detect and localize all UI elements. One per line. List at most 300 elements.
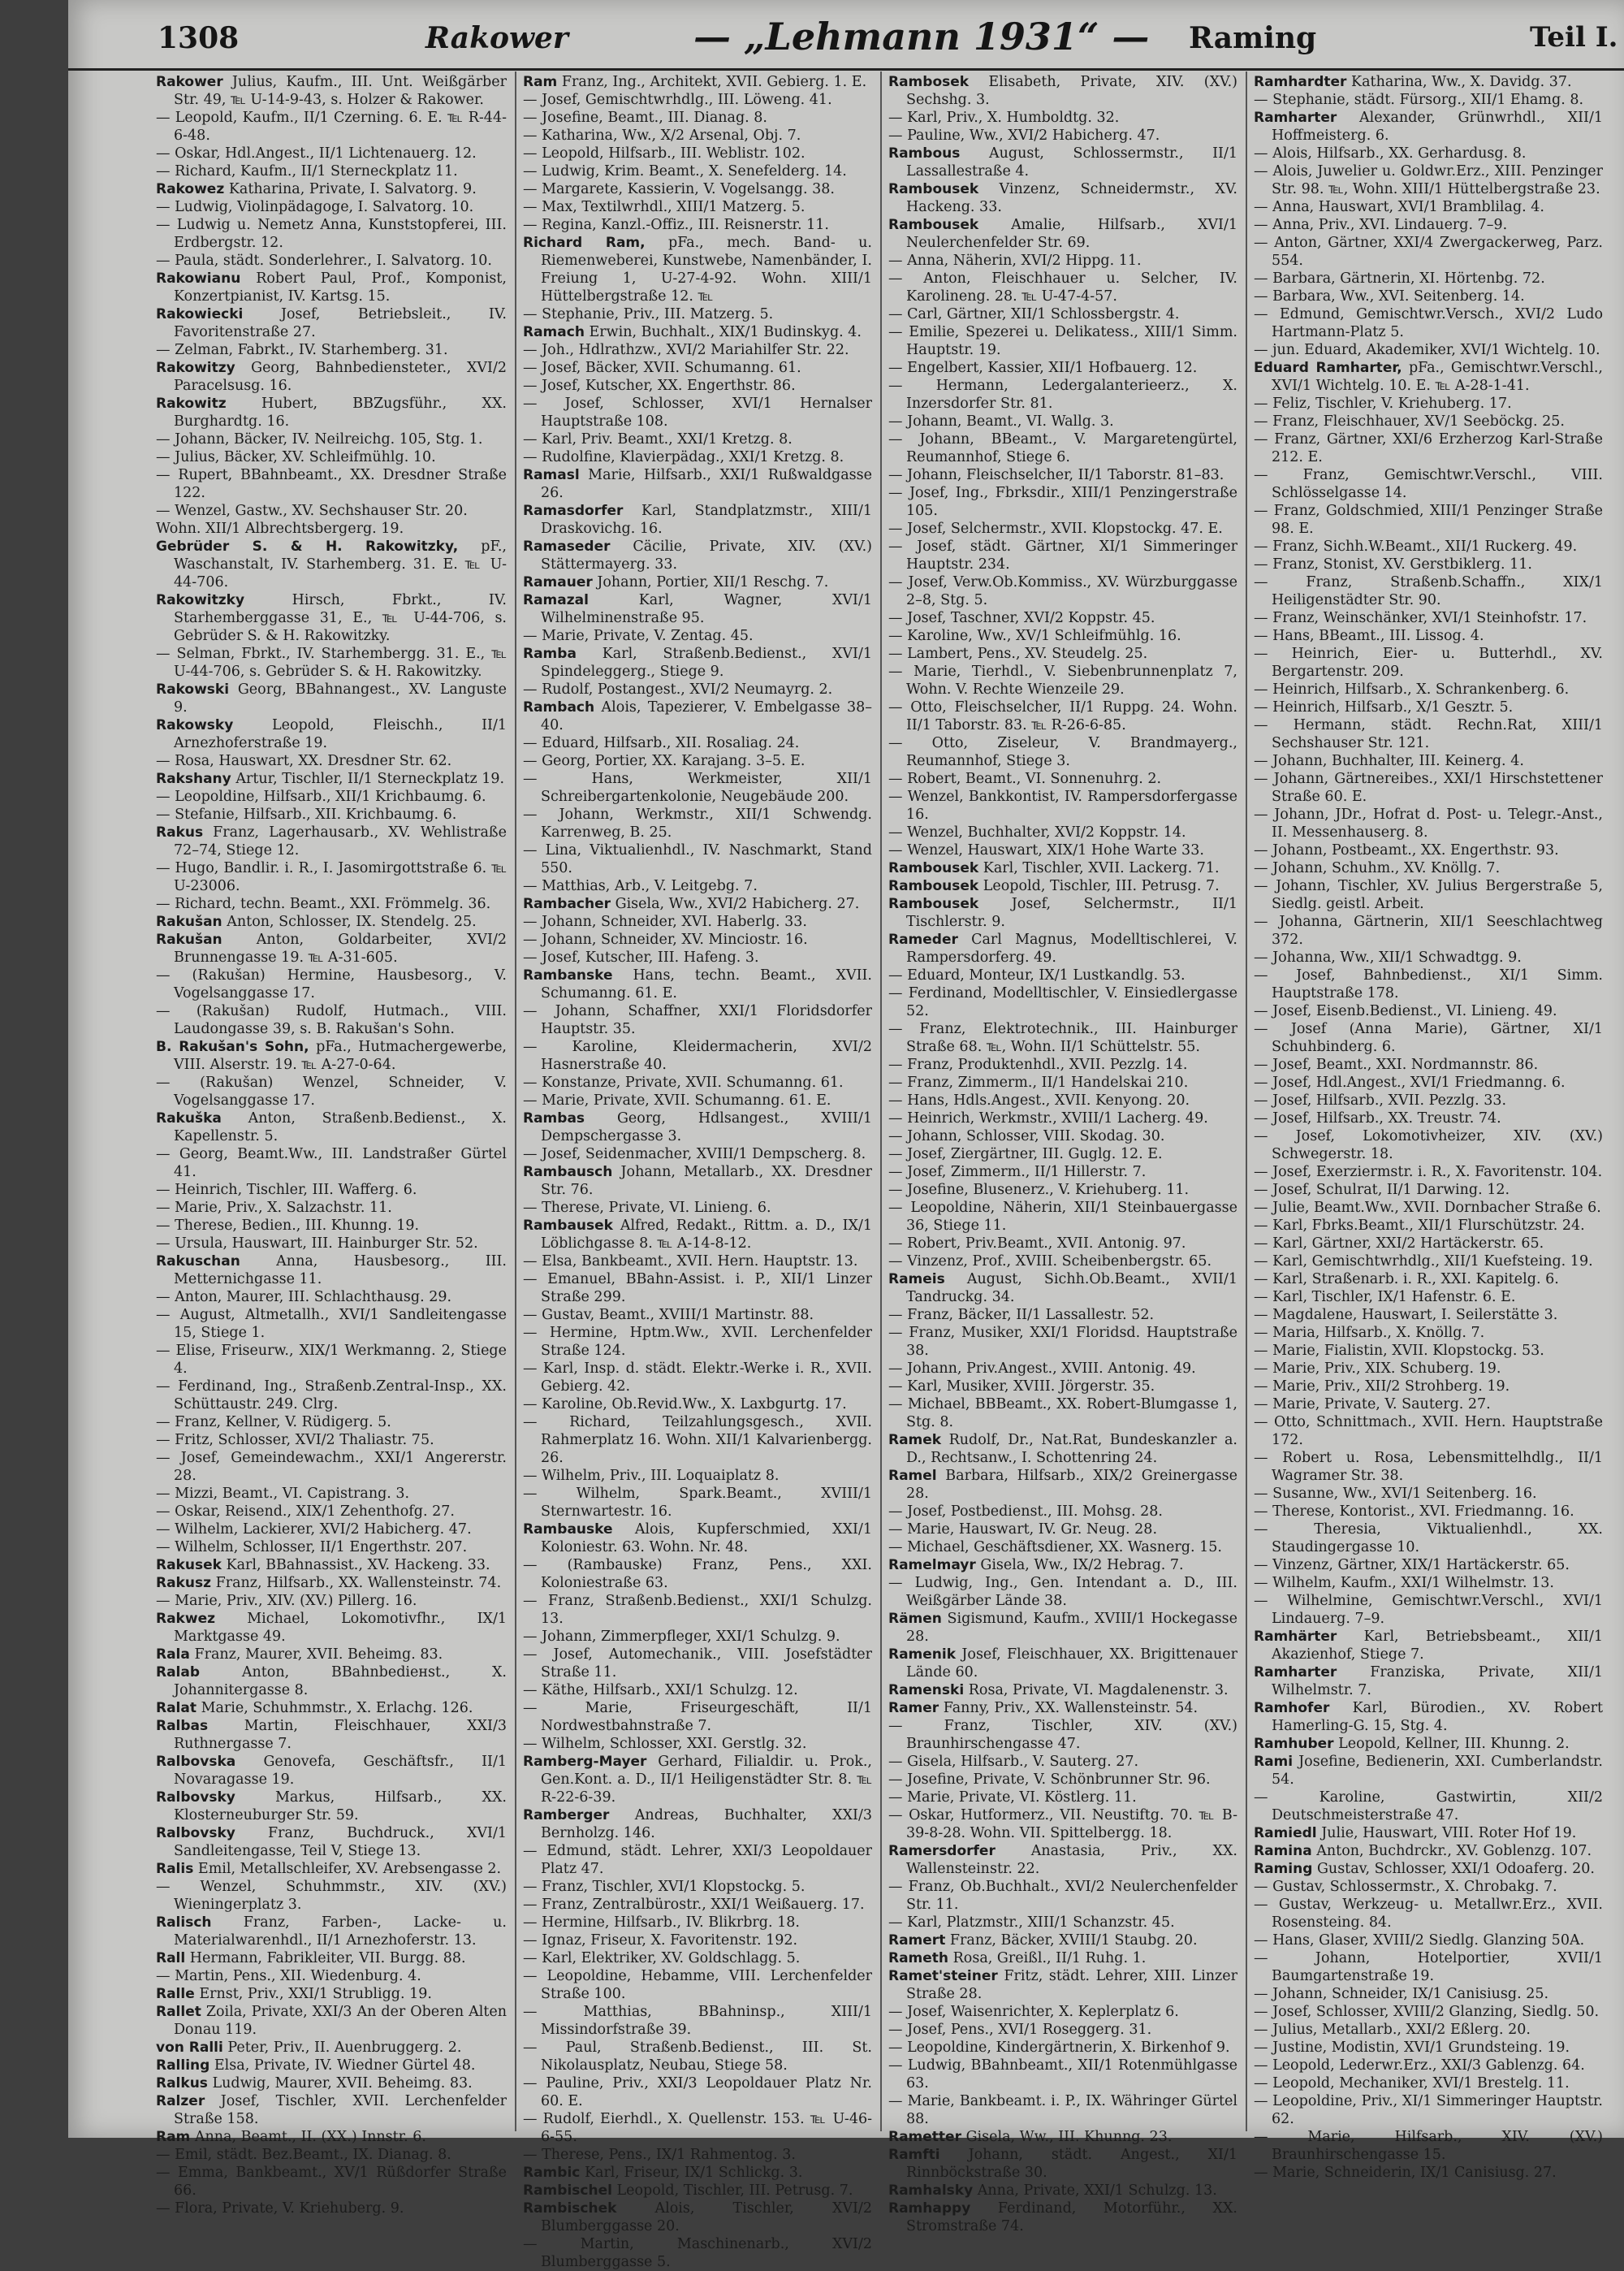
entry-details: — Matthias, BBahninsp., XIII/1 Missindorfstraße 39.: [523, 2004, 872, 2038]
entry-details: — Franz, Musiker, XXI/1 Floridsd. Hauptstraße 38.: [888, 1325, 1237, 1359]
directory-entry: [888, 484, 1237, 520]
directory-entry: [523, 627, 872, 645]
entry-details: Josef, Selchermstr., II/1 Tischlerstr. 9.: [906, 896, 1237, 930]
directory-entry: [523, 1467, 872, 1485]
directory-entry: [1254, 1824, 1603, 1842]
directory-entry: [156, 252, 507, 270]
entry-details: — Marie, Priv., XIV. (XV.) Pillerg. 16.: [156, 1593, 417, 1609]
directory-entry: [156, 538, 507, 591]
entry-details: Karl, Straßenb.Bedienst., XVI/1 Spindeleggerg., Stiege 9.: [541, 646, 872, 680]
entry-details: — Heinrich, Hilfsarb., X. Schrankenberg. 6.: [1254, 681, 1570, 698]
directory-entry: [888, 1914, 1237, 1931]
directory-entry: [523, 2039, 872, 2074]
directory-entry: [156, 305, 507, 341]
entry-details: — Vinzenz, Gärtner, XIX/1 Hartäckerstr. 65.: [1254, 1557, 1570, 1573]
entry-details: — Elise, Friseurw., XIX/1 Werkmanng. 2, Stiege 4.: [156, 1343, 507, 1377]
directory-entry: [1254, 2074, 1603, 2092]
directory-entry: [888, 645, 1237, 663]
entry-details: — Therese, Kontorist., XVI. Friedmanng. 16.: [1254, 1503, 1574, 1520]
entry-details: — Ludwig, Krim. Beamt., X. Senefelderg. 14.: [523, 163, 847, 180]
entry-details: — Franz, Stonist, XV. Gerstbiklerg. 11.: [1254, 556, 1532, 573]
directory-entry: [523, 430, 872, 448]
directory-entry: [156, 1789, 507, 1824]
entry-details: — Theresia, Viktualienhdl., XX. Staudingergasse 10.: [1254, 1521, 1603, 1555]
entry-details: — Josef, Ing., Fbrksdir., XIII/1 Penzingerstraße 105.: [888, 485, 1237, 519]
entry-details: — Karoline, Gastwirtin, XII/2 Deutschmeisterstraße 47.: [1254, 1789, 1603, 1823]
entry-details: — Stephanie, städt. Fürsorg., XII/1 Ehamg. 8.: [1254, 92, 1584, 108]
directory-entry: [523, 1753, 872, 1806]
header-first-entry: Rakower: [425, 21, 568, 55]
entry-details: — Otto, Ziseleur, V. Brandmayerg., Reumannhof, Stiege 3.: [888, 735, 1237, 769]
entry-details: — Franz, Gemischtwr.Verschl., VIII. Schlösselgasse 14.: [1254, 467, 1603, 501]
directory-entry: [156, 1503, 507, 1520]
directory-entry: [1254, 949, 1603, 967]
entry-details: — Marie, Private, V. Sauterg. 27.: [1254, 1396, 1491, 1412]
entry-details: — Josef, Beamt., XXI. Nordmannstr. 86.: [1254, 1057, 1539, 1073]
entry-details: Gisela, Ww., IX/2 Hebrag. 7.: [980, 1557, 1184, 1573]
entry-details: Katharina, Private, I. Salvatorg. 9.: [228, 181, 477, 197]
directory-entry: [523, 1413, 872, 1467]
directory-entry: [523, 448, 872, 466]
page-header: [68, 11, 1624, 71]
directory-entry: [888, 1324, 1237, 1360]
directory-entry: [888, 1395, 1237, 1431]
directory-entry: [523, 913, 872, 931]
directory-entry: [1254, 967, 1603, 1002]
directory-entry: [156, 770, 507, 788]
entry-surname: Rämen: [888, 1611, 942, 1627]
entry-details: — Anna, Näherin, XVI/2 Hippg. 11.: [888, 253, 1142, 269]
entry-surname: Rameth: [888, 1950, 949, 1966]
directory-entry: [523, 1163, 872, 1199]
entry-details: — Wilhelm, Spark.Beamt., XVIII/1 Sternwartestr. 16.: [523, 1486, 872, 1520]
directory-entry: [888, 216, 1237, 252]
entry-details: — Josef, Ziergärtner, III. Guglg. 12. E.: [888, 1146, 1163, 1162]
directory-entry: [1254, 145, 1603, 162]
directory-entry: [888, 413, 1237, 430]
directory-entry: [156, 806, 507, 824]
directory-entry: [1254, 1306, 1603, 1324]
directory-entry: [888, 2092, 1237, 2128]
directory-entry: [1254, 1931, 1603, 1949]
entry-surname: Rala: [156, 1646, 190, 1663]
entry-details: — Carl, Gärtner, XII/1 Schlossbergstr. 4.: [888, 306, 1180, 322]
directory-entry: [156, 716, 507, 752]
entry-surname: Ralab: [156, 1664, 201, 1681]
directory-entry: [1254, 1378, 1603, 1395]
entry-details: Zoila, Private, XXI/3 An der Oberen Alten Donau 119.: [174, 2004, 507, 2038]
directory-entry: [523, 2200, 872, 2235]
entry-details: — Gustav, Beamt., XVIII/1 Martinstr. 88.: [523, 1307, 814, 1323]
directory-entry: [1254, 1324, 1603, 1342]
entry-details: — Franz, Produktenhdl., XVII. Pezzlg. 14.: [888, 1057, 1188, 1073]
entry-details: — Josef, Schulrat, II/1 Darwing. 12.: [1254, 1182, 1510, 1198]
entry-details: — Karl, Gärtner, XXI/2 Hartäckerstr. 65.: [1254, 1235, 1544, 1252]
directory-entry: [523, 91, 872, 109]
entry-details: — Marie, Private, V. Zentag. 45.: [523, 628, 754, 644]
directory-entry: [156, 591, 507, 645]
entry-details: — Franz, Kellner, V. Rüdigerg. 5.: [156, 1414, 391, 1430]
directory-entry: [888, 1163, 1237, 1181]
directory-entry: [523, 109, 872, 127]
directory-entry: [156, 430, 507, 448]
entry-details: — Ignaz, Friseur, X. Favoritenstr. 192.: [523, 1932, 798, 1949]
directory-entry: [1254, 645, 1603, 681]
entry-details: — Josef, Hilfsarb., XVII. Pezzlg. 33.: [1254, 1092, 1507, 1109]
directory-entry: [156, 2128, 507, 2146]
directory-entry: [888, 1467, 1237, 1503]
entry-details: — Karoline, Kleidermacherin, XVI/2 Hasnerstraße 40.: [523, 1039, 872, 1073]
directory-entry: [1254, 216, 1603, 234]
directory-entry: [1254, 1485, 1603, 1503]
directory-entry: [888, 252, 1237, 270]
entry-details: — Josef, Verw.Ob.Kommiss., XV. Würzburggasse 2–8, Stg. 5.: [888, 574, 1237, 608]
volume-part: Teil I.: [1530, 21, 1618, 54]
entry-surname: Rakowitzy: [156, 360, 235, 376]
entry-details: — Karl, Gemischtwrhdlg., XII/1 Kuefsteing. 19.: [1254, 1253, 1593, 1270]
directory-entry: [1254, 288, 1603, 305]
entry-details: — Johann, Schneider, XVI. Haberlg. 33.: [523, 914, 807, 930]
entry-details: Marie, Schuhmmstr., X. Erlachg. 126.: [201, 1700, 473, 1716]
directory-entry: [888, 1020, 1237, 1056]
directory-entry: [888, 323, 1237, 359]
entry-details: — Johann, JDr., Hofrat d. Post- u. Telegr.-Anst., II. Messenhauserg. 8.: [1254, 807, 1603, 841]
entry-surname: Ramert: [888, 1932, 946, 1949]
entry-surname: Ramasdorfer: [523, 503, 624, 519]
directory-entry: [888, 573, 1237, 609]
directory-entry: [156, 198, 507, 216]
entry-details: — Wenzel, Schuhmmstr., XIV. (XV.) Wieningerplatz 3.: [156, 1879, 507, 1913]
entry-details: — Anton, Gärtner, XXI/4 Zwergackerweg, Parz. 554.: [1254, 235, 1603, 269]
entry-details: — Michael, BBBeamt., XX. Robert-Blumgasse 1, Stg. 8.: [888, 1396, 1237, 1430]
directory-entry: [156, 1753, 507, 1789]
directory-entry: [156, 162, 507, 180]
entry-details: Anastasia, Priv., XX. Wallensteinstr. 22.: [906, 1843, 1237, 1877]
entry-details: Hirsch, Fbrkt., IV. Starhemberggasse 31, E., ℡ U-44-706, s. Gebrüder S. & H. Rakowitzky.: [174, 592, 507, 644]
entry-surname: Rameis: [888, 1271, 945, 1287]
directory-entry: [888, 627, 1237, 645]
entry-details: — Ursula, Hauswart, III. Hainburger Str. 52.: [156, 1235, 478, 1252]
entry-surname: Rambausch: [523, 1164, 613, 1180]
directory-entry: [523, 877, 872, 895]
entry-details: — Karl, Tischler, IX/1 Hafenstr. 6. E.: [1254, 1289, 1516, 1305]
directory-entry: [1254, 1056, 1603, 1074]
entry-details: — Josef, Gemischtwrhdlg., III. Löwеng. 41.: [523, 92, 832, 108]
directory-entry: [156, 859, 507, 895]
entry-details: — Franz, Goldschmied, XIII/1 Penzinger Straße 98. E.: [1254, 503, 1603, 537]
entry-details: — Therese, Pens., IX/1 Rahmentog. 3.: [523, 2147, 796, 2163]
entry-details: — Martin, Pens., XII. Wiedenburg. 4.: [156, 1968, 421, 1984]
directory-entry: [156, 520, 507, 538]
entry-surname: Ramba: [523, 646, 577, 662]
directory-entry: [1254, 1235, 1603, 1252]
entry-details: — (Rakušan) Wenzel, Schneider, V. Vogelsanggasse 17.: [156, 1075, 507, 1109]
entry-details: — Josef, Selchermstr., XVII. Klopstockg. 47. E.: [888, 521, 1223, 537]
entry-details: — Franz, Bäcker, II/1 Lassallestr. 52.: [888, 1307, 1155, 1323]
entry-details: Genovefa, Geschäftsfr., II/1 Novaragasse 19.: [174, 1754, 507, 1788]
directory-entry: [1254, 1092, 1603, 1110]
entry-details: — Rosa, Hauswart, XX. Dresdner Str. 62.: [156, 753, 452, 769]
directory-entry: [156, 1110, 507, 1145]
entry-details: — Lina, Viktualienhdl., IV. Naschmarkt, Stand 550.: [523, 842, 872, 876]
directory-entry: [888, 2057, 1237, 2092]
entry-details: Gisela, Ww., XVI/2 Habicherg. 27.: [615, 896, 860, 912]
entry-details: — Johann, Werkmstr., XII/1 Schwendg. Karrenweg, B. 25.: [523, 807, 872, 841]
directory-entry: [1254, 1985, 1603, 2003]
entry-details: — Hans, Glaser, XVIII/2 Siedlg. Glanzing 50A.: [1254, 1932, 1585, 1949]
entry-details: — Gustav, Werkzeug- u. Metallwr.Erz., XVII. Rosensteing. 84.: [1254, 1897, 1603, 1931]
directory-entry: [156, 1717, 507, 1753]
entry-details: — Leopoldine, Hilfsarb., XII/1 Krichbaumg. 6.: [156, 789, 486, 805]
entry-surname: Ralbovsky: [156, 1789, 235, 1806]
entry-details: — Ludwig, Violinpädagoge, I. Salvatorg. 10.: [156, 199, 474, 215]
entry-details: — Engelbert, Kassier, XII/1 Hofbauerg. 12.: [888, 360, 1198, 376]
directory-entry: [888, 1074, 1237, 1092]
entry-surname: Ramhalsky: [888, 2182, 974, 2199]
directory-entry: [888, 1503, 1237, 1520]
entry-details: — Emma, Bankbeamt., XV/1 Rüßdorfer Straße 66.: [156, 2165, 507, 2199]
entry-details: — Josef (Anna Marie), Gärtner, XI/1 Schuhbinderg. 6.: [1254, 1021, 1603, 1055]
directory-entry: [888, 1789, 1237, 1806]
directory-entry: [523, 967, 872, 1002]
entry-details: — Franz, Zimmerm., II/1 Handelskai 210.: [888, 1075, 1189, 1091]
entry-details: — Wilhelm, Lackierer, XVI/2 Habicherg. 47.: [156, 1521, 472, 1538]
entry-details: — Regina, Kanzl.-Offiz., III. Reisnerstr. 11.: [523, 217, 829, 233]
directory-entry: [888, 377, 1237, 413]
entry-details: — Johanna, Ww., XII/1 Schwadtgg. 9.: [1254, 949, 1522, 966]
entry-details: Georg, BBahnangest., XV. Languste 9.: [174, 681, 507, 716]
entry-details: — Wilhelmine, Gemischtwr.Verschl., XVI/1 Lindauerg. 7–9.: [1254, 1593, 1603, 1627]
directory-entry: [888, 2200, 1237, 2235]
directory-entry: [523, 931, 872, 949]
directory-entry: [523, 1967, 872, 2003]
entry-details: — Marie, Friseurgeschäft, II/1 Nordwestbahnstraße 7.: [523, 1700, 872, 1734]
directory-entry: [888, 270, 1237, 305]
entry-details: — Mizzi, Beamt., VI. Capistrang. 3.: [156, 1486, 410, 1502]
column-3: [880, 71, 1246, 2234]
entry-details: Artur, Tischler, II/1 Sterneckplatz 19.: [235, 771, 505, 787]
entry-details: Anna, Beamt., II. (XX.) Innstr. 6.: [194, 2129, 426, 2145]
entry-details: Ludwig, Maurer, XVII. Beheimg. 83.: [212, 2075, 473, 2091]
entry-details: — Leopoldine, Priv., XI/1 Simmeringer Hauptstr. 62.: [1254, 2093, 1603, 2127]
directory-entry: [888, 2039, 1237, 2057]
entry-details: — Pauline, Priv., XXI/3 Leopoldauer Platz Nr. 60. E.: [523, 2075, 872, 2109]
directory-entry: [1254, 1449, 1603, 1485]
entry-surname: Ramberger: [523, 1807, 610, 1823]
entry-details: Alois, Kupferschmied, XXI/1 Koloniestr. 63. Wohn. Nr. 48.: [541, 1521, 872, 1555]
entry-details: — Julius, Bäcker, XV. Schleifmühlg. 10.: [156, 449, 436, 465]
directory-entry: [1254, 1574, 1603, 1592]
directory-entry: [888, 788, 1237, 824]
entry-details: — Johann, Tischler, XV. Julius Bergerstraße 5, Siedlg. geistl. Arbeit.: [1254, 878, 1603, 912]
entry-details: — Heinrich, Tischler, III. Wafferg. 6.: [156, 1182, 417, 1198]
directory-entry: [888, 1306, 1237, 1324]
entry-details: — Lambert, Pens., XV. Steudelg. 25.: [888, 646, 1148, 662]
directory-entry: [1254, 1288, 1603, 1306]
directory-entry: [523, 1931, 872, 1949]
directory-entry: [1254, 1020, 1603, 1056]
directory-entry: [156, 1574, 507, 1592]
entry-details: Julie, Hauswart, VIII. Roter Hof 19.: [1321, 1825, 1577, 1841]
entry-surname: Ramhappy: [888, 2200, 971, 2217]
directory-entry: [523, 841, 872, 877]
directory-entry: [1254, 770, 1603, 806]
entry-details: — Robert u. Rosa, Lebensmittelhdlg., II/1 Wagramer Str. 38.: [1254, 1450, 1603, 1484]
directory-entry: [156, 1074, 507, 1110]
directory-entry: [1254, 1002, 1603, 1020]
directory-entry: [888, 1538, 1237, 1556]
entry-details: — Marie, Private, VI. Köstlerg. 11.: [888, 1789, 1137, 1806]
entry-surname: Rambic: [523, 2165, 581, 2181]
entry-surname: Rambacher: [523, 896, 611, 912]
entry-details: — Josefine, Private, V. Schönbrunner Str. 96.: [888, 1771, 1211, 1788]
directory-entry: [1254, 1199, 1603, 1217]
entry-surname: Ramharter: [1254, 110, 1337, 126]
directory-entry: [156, 1342, 507, 1378]
directory-entry: [1254, 91, 1603, 109]
directory-entry: [156, 2092, 507, 2128]
entry-details: Michael, Lokomotivfhr., IX/1 Marktgasse 49.: [174, 1611, 507, 1645]
directory-entry: [156, 395, 507, 430]
directory-entry: [156, 502, 507, 520]
directory-entry: [523, 1002, 872, 1038]
directory-entry: [156, 1914, 507, 1949]
entry-details: — Georg, Beamt.Ww., III. Landstraßer Gürtel 41.: [156, 1146, 507, 1180]
directory-entry: [156, 931, 507, 967]
directory-entry: [888, 127, 1237, 145]
entry-surname: Rakušan: [156, 914, 222, 930]
entry-surname: Ralat: [156, 1700, 197, 1716]
entry-details: — Paula, städt. Sonderlehrer., I. Salvatorg. 10.: [156, 253, 492, 269]
entry-details: Karl, BBahnassist., XV. Hackeng. 33.: [226, 1557, 490, 1573]
page-number: 1308: [158, 21, 240, 55]
entry-surname: Richard Ram,: [523, 235, 646, 251]
entry-details: — Emilie, Spezerei u. Delikatess., XIII/1 Simm. Hauptstr. 19.: [888, 324, 1237, 358]
entry-details: Sigismund, Kaufm., XVIII/1 Hockegasse 28.: [906, 1611, 1237, 1645]
directory-entry: [888, 73, 1237, 109]
entry-surname: Ralling: [156, 2057, 210, 2074]
directory-entry: [1254, 466, 1603, 502]
directory-entry: [523, 895, 872, 913]
entry-details: — Therese, Private, VI. Liniеng. 6.: [523, 1200, 771, 1216]
directory-entry: [1254, 609, 1603, 627]
entry-details: Erwin, Buchhalt., XIX/1 Budinskyg. 4.: [589, 324, 862, 340]
entry-details: Karl, Wagner, XVI/1 Wilhelminenstraße 95.: [541, 592, 872, 626]
entry-details: Hermann, Fabrikleiter, VII. Burgg. 88.: [189, 1950, 466, 1966]
entry-details: — Heinrich, Werkmstr., XVIII/1 Lacherg. 49.: [888, 1110, 1208, 1127]
entry-details: — Susanne, Ww., XVI/1 Seitenberg. 16.: [1254, 1486, 1537, 1502]
entry-surname: Ralisch: [156, 1914, 212, 1931]
entry-details: Rosa, Private, VI. Magdalenenstr. 3.: [968, 1682, 1229, 1698]
directory-entry: [523, 1681, 872, 1699]
entry-details: Anna, Hausbesorg., III. Metternichgasse 11.: [174, 1253, 507, 1287]
directory-entry: [888, 1610, 1237, 1646]
entry-surname: Rambausek: [523, 1218, 613, 1234]
directory-entry: [523, 2003, 872, 2039]
entry-details: pFa., mech. Band- u. Riemenweberei, Kunstwebe, Namenbänder, I. Freiung 1, U-27-4-92. Wohn. XIII/1 Hüttelbergstraße 12. ℡: [541, 235, 872, 305]
entry-details: Fanny, Priv., XX. Wallensteinstr. 54.: [943, 1700, 1199, 1716]
directory-entry: [888, 305, 1237, 323]
directory-entry: [156, 2074, 507, 2092]
entry-details: Anna, Private, XXI/1 Schulzg. 13.: [977, 2182, 1217, 2199]
entry-details: — Josef, Kutscher, XX. Engerthstr. 86.: [523, 378, 796, 394]
directory-entry: [523, 1735, 872, 1753]
directory-entry: [523, 2110, 872, 2146]
directory-entry: [1254, 1842, 1603, 1860]
directory-entry: [156, 2200, 507, 2217]
directory-entry: [156, 180, 507, 198]
directory-entry: [523, 752, 872, 770]
entry-details: Elisabeth, Private, XIV. (XV.) Sechshg. 3.: [906, 74, 1237, 108]
entry-details: Ernst, Priv., XXI/1 Strubligg. 19.: [199, 1986, 432, 2002]
entry-details: Andreas, Buchhalter, XXI/3 Bernholzg. 146.: [541, 1807, 872, 1841]
entry-surname: Ralle: [156, 1986, 195, 2002]
entry-surname: Rakusek: [156, 1557, 222, 1573]
entry-surname: Eduard Ramharter,: [1254, 360, 1402, 376]
directory-entry: [156, 2164, 507, 2200]
directory-entry: [156, 73, 507, 109]
entry-details: — Käthe, Hilfsarb., XXI/1 Schulzg. 12.: [523, 1682, 798, 1698]
directory-entry: [1254, 1592, 1603, 1628]
directory-entry: [1254, 1503, 1603, 1520]
directory-entry: [156, 1985, 507, 2003]
directory-entry: [888, 931, 1237, 967]
entry-details: — Ludwig, Ing., Gen. Intendant a. D., III. Weißgärber Lände 38.: [888, 1575, 1237, 1609]
directory-entry: [523, 1217, 872, 1252]
entry-details: — Karl, Priv., X. Humboldtg. 32.: [888, 110, 1120, 126]
entry-details: — Karl, Musiker, XVIII. Jörgerstr. 35.: [888, 1378, 1155, 1395]
directory-entry: [523, 1646, 872, 1681]
entry-details: Carl Magnus, Modelltischlerei, V. Rampersdorferg. 49.: [906, 932, 1237, 966]
directory-entry: [1254, 1217, 1603, 1235]
entry-details: — Eduard, Monteur, IX/1 Lustkandlg. 53.: [888, 967, 1186, 984]
entry-details: — Josef, Bahnbedienst., XI/1 Simm. Hauptstraße 178.: [1254, 967, 1603, 1001]
directory-entry: [523, 234, 872, 305]
entry-surname: Rakowitz: [156, 396, 227, 412]
directory-entry: [156, 1824, 507, 1860]
directory-entry: [523, 1520, 872, 1556]
entry-details: — Johann, Gärtnereibes., XXI/1 Hirschstettener Straße 60. E.: [1254, 771, 1603, 805]
directory-entry: [888, 1842, 1237, 1878]
entry-surname: Ralbas: [156, 1718, 209, 1734]
directory-entry: [1254, 538, 1603, 556]
directory-entry: [156, 1646, 507, 1663]
directory-entry: [156, 1949, 507, 1967]
directory-entry: [523, 323, 872, 341]
entry-details: Josef, Fleischhauer, XX. Brigittenauer Lände 60.: [906, 1646, 1237, 1681]
directory-entry: [156, 1288, 507, 1306]
directory-entry: [888, 538, 1237, 573]
entry-surname: Rami: [1254, 1754, 1294, 1770]
entry-surname: Ralis: [156, 1861, 194, 1877]
entry-details: — Wenzel, Bankkontist, IV. Rampersdorfergasse 16.: [888, 789, 1237, 823]
directory-entry: [523, 73, 872, 91]
directory-entry: [156, 645, 507, 681]
entry-details: — Selman, Fbrkt., IV. Starhembergg. 31. E., ℡ U-44-706, s. Gebrüder S. & H. Rakowitzky.: [156, 646, 507, 680]
directory-entry: [888, 466, 1237, 484]
entry-details: Elsa, Private, IV. Wiedner Gürtel 48.: [214, 2057, 476, 2074]
directory-entry: [523, 573, 872, 591]
entry-surname: Ralzer: [156, 2093, 205, 2109]
directory-entry: [1254, 1181, 1603, 1199]
directory-entry: [156, 1449, 507, 1485]
entry-surname: Ramazal: [523, 592, 589, 608]
directory-entry: [1254, 341, 1603, 359]
entry-details: — Wilhelm, Kaufm., XXI/1 Wilhelmstr. 13.: [1254, 1575, 1554, 1591]
entry-surname: Rakowski: [156, 681, 230, 698]
entry-details: — jun. Eduard, Akademiker, XVI/1 Wichtelg. 10.: [1254, 342, 1600, 358]
entry-surname: Rakušan: [156, 932, 222, 948]
